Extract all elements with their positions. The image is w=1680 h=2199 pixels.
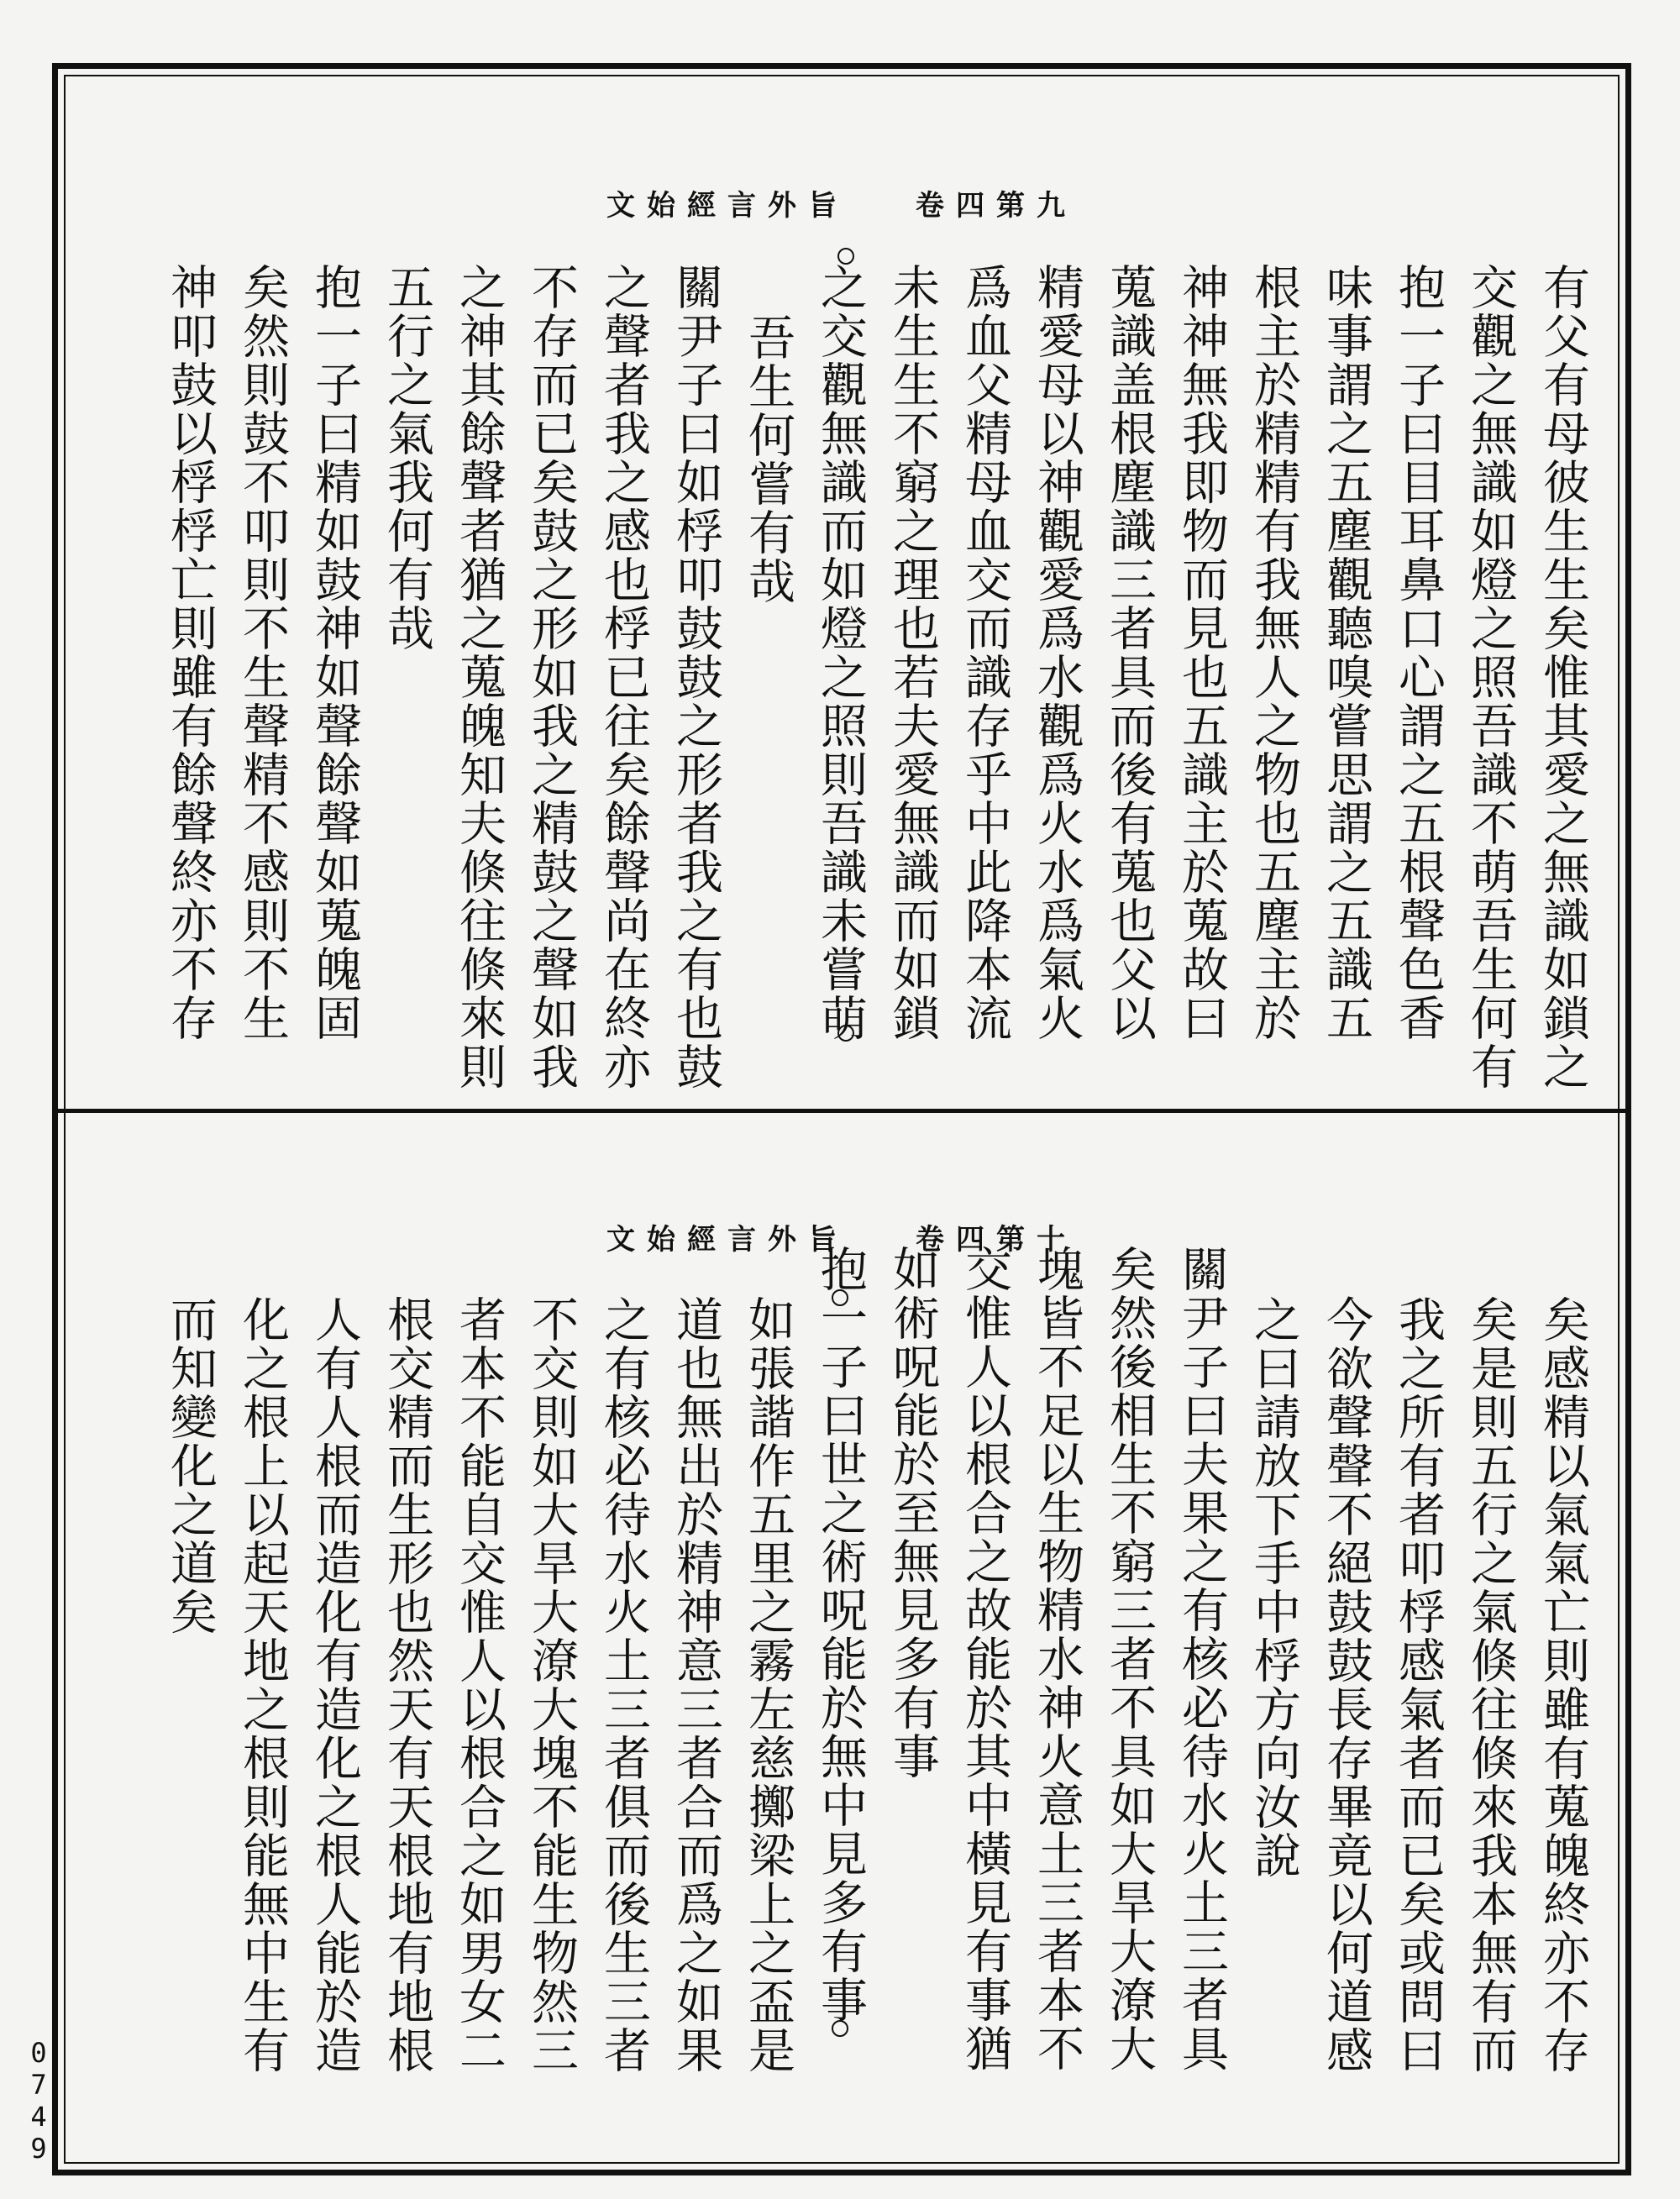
- text-column: 之神其餘聲者猶之蒐魄知夫倏往倏來則: [452, 263, 507, 1091]
- text-column: 關尹子曰如桴叩鼓鼓之形者我之有也鼓: [669, 263, 723, 1091]
- page-number: 0749: [23, 2037, 55, 2165]
- chapter-label: 卷四第十: [916, 1223, 1077, 1257]
- paragraph-circle-mark: [832, 1289, 848, 1306]
- text-column: 矣然則鼓不叩則不生聲精不感則不生: [235, 263, 290, 1042]
- text-column: 味事謂之五塵觀聽嗅嘗思謂之五識五: [1319, 263, 1373, 1042]
- text-column: 我之所有者叩桴感氣者而已矣或問曰: [1391, 1295, 1446, 2075]
- text-column: 交觀之無識如燈之照吾識不萌吾生何有: [1463, 263, 1518, 1091]
- text-column: 矣然後相生不窮三者不具如大旱大潦大: [1102, 1245, 1157, 2073]
- book-title: 文始經言外旨: [606, 1223, 848, 1257]
- text-column: 不交則如大旱大潦大塊不能生物然三: [524, 1295, 579, 2075]
- text-column: 今欲聲聲不絕鼓鼓長存畢竟以何道感: [1319, 1295, 1373, 2075]
- text-column: 抱一子曰精如鼓神如聲餘聲如蒐魄固: [307, 263, 362, 1042]
- top-panel: [67, 80, 1616, 1105]
- text-column: 不存而已矣鼓之形如我之精鼓之聲如我: [524, 263, 579, 1091]
- text-column: 蒐識盖根塵識三者具而後有蒐也父以: [1102, 263, 1157, 1042]
- text-column: 關尹子曰夫果之有核必待水火土三者具: [1174, 1245, 1229, 2073]
- text-column: 之聲者我之感也桴已往矣餘聲尚在終亦: [596, 263, 651, 1091]
- text-column: 吾生何嘗有哉: [741, 313, 795, 606]
- text-column: 如術呪能於至無見多有事: [885, 1245, 940, 1781]
- text-column: 五行之氣我何有哉: [380, 263, 434, 653]
- chapter-label: 卷四第九: [916, 189, 1077, 223]
- text-column: 道也無出於精神意三者合而爲之如果: [669, 1295, 723, 2075]
- text-column: 精愛母以神觀愛爲水觀爲火水爲氣火: [1030, 263, 1084, 1042]
- text-column: 神叩鼓以桴桴亡則雖有餘聲終亦不存: [163, 263, 218, 1042]
- paragraph-circle-mark: [837, 248, 854, 265]
- text-column: 人有人根而造化有造化之根人能於造: [307, 1295, 362, 2075]
- panel-divider: [57, 1109, 1626, 1113]
- text-column: 矣是則五行之氣倏往倏來我本無有而: [1463, 1295, 1518, 2075]
- text-column: 矣感精以氣氣亡則雖有蒐魄終亦不存: [1536, 1295, 1590, 2075]
- text-column: 根交精而生形也然天有天根地有地根: [380, 1295, 434, 2075]
- text-column: 抱一子曰目耳鼻口心謂之五根聲色香: [1391, 263, 1446, 1042]
- text-column: 之曰請放下手中桴方向汝說: [1247, 1295, 1301, 1880]
- text-column: 神神無我即物而見也五識主於蒐故曰: [1174, 263, 1229, 1042]
- top-panel-header: [67, 182, 1616, 223]
- text-column: 之有核必待水火土三者俱而後生三者: [596, 1295, 651, 2075]
- book-title: 文始經言外旨: [606, 189, 848, 223]
- text-column: 未生生不窮之理也若夫愛無識而如鎖: [885, 263, 940, 1042]
- text-column: 而知變化之道矣: [163, 1295, 218, 1636]
- paragraph-circle-mark: [837, 1025, 854, 1042]
- text-column: 者本不能自交惟人以根合之如男女二: [452, 1295, 507, 2075]
- text-column: 有父有母彼生生矣惟其愛之無識如鎖之: [1536, 263, 1590, 1091]
- text-column: 塊皆不足以生物精水神火意土三者本不: [1030, 1245, 1084, 2073]
- text-column: 如張諧作五里之霧左慈擲梁上之盃是: [741, 1295, 795, 2075]
- bottom-panel: [67, 1117, 1616, 2159]
- text-column: 交惟人以根合之故能於其中橫見有事猶: [958, 1245, 1012, 2073]
- text-column: 之交觀無識而如燈之照則吾識未嘗萌: [813, 263, 868, 1042]
- text-column: 爲血父精母血交而識存乎中此降本流: [958, 263, 1012, 1042]
- text-column: 化之根上以起天地之根則能無中生有: [235, 1295, 290, 2075]
- text-column: 抱一子曰世之術呪能於無中見多有事: [813, 1245, 868, 2024]
- paragraph-circle-mark: [832, 2020, 848, 2037]
- text-column: 根主於精精有我無人之物也五塵主於: [1247, 263, 1301, 1042]
